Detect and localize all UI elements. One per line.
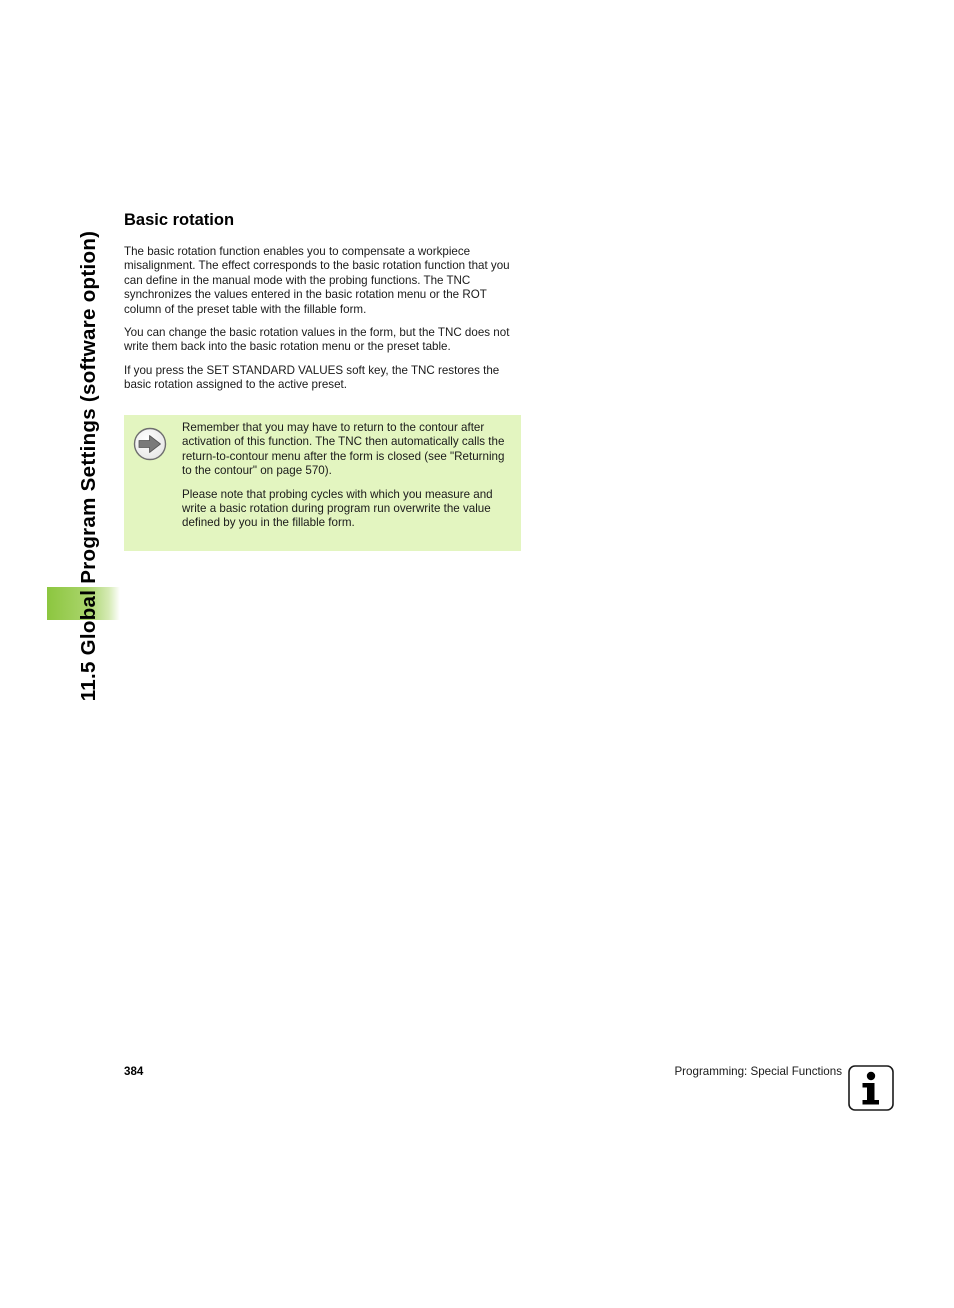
note-box xyxy=(124,415,521,551)
footer-chapter-title: Programming: Special Functions xyxy=(674,1065,842,1078)
page-number: 384 xyxy=(124,1065,144,1078)
note-text xyxy=(182,421,514,531)
note-paragraph-probing-cycles: Please note that probing cycles with which you measure and write a basic rotation during program run overwrite the value defined by you in the fillable form. xyxy=(182,487,493,530)
paragraph-basic-rotation-intro: The basic rotation function enables you to compensate a workpiece misalignment. The effect corresponds to the basic rotation function that you can define in the manual mode with the probing functions. The TNC synchronizes the values entered in the basic rotation menu or the ROT column of the preset table with the fillable form. xyxy=(124,245,510,316)
main-content xyxy=(124,208,521,393)
note-paragraph-return-to-contour: Remember that you may have to return to the contour after activation of this function. The TNC then automatically calls the return-to-contour menu after the form is closed (see "Returning to the contour" on page 570). xyxy=(182,421,505,478)
paragraph-standard-values: If you press the SET STANDARD VALUES soft key, the TNC restores the basic rotation assigned to the active preset. xyxy=(124,363,500,392)
paragraph-form-values: You can change the basic rotation values in the form, but the TNC does not write them back into the basic rotation menu or the preset table. xyxy=(124,326,510,354)
arrow-right-icon xyxy=(133,427,167,461)
section-heading: Basic rotation xyxy=(124,211,235,229)
chapter-side-title: 11.5 Global Program Settings (software option) xyxy=(77,230,100,702)
info-icon xyxy=(848,1065,894,1111)
